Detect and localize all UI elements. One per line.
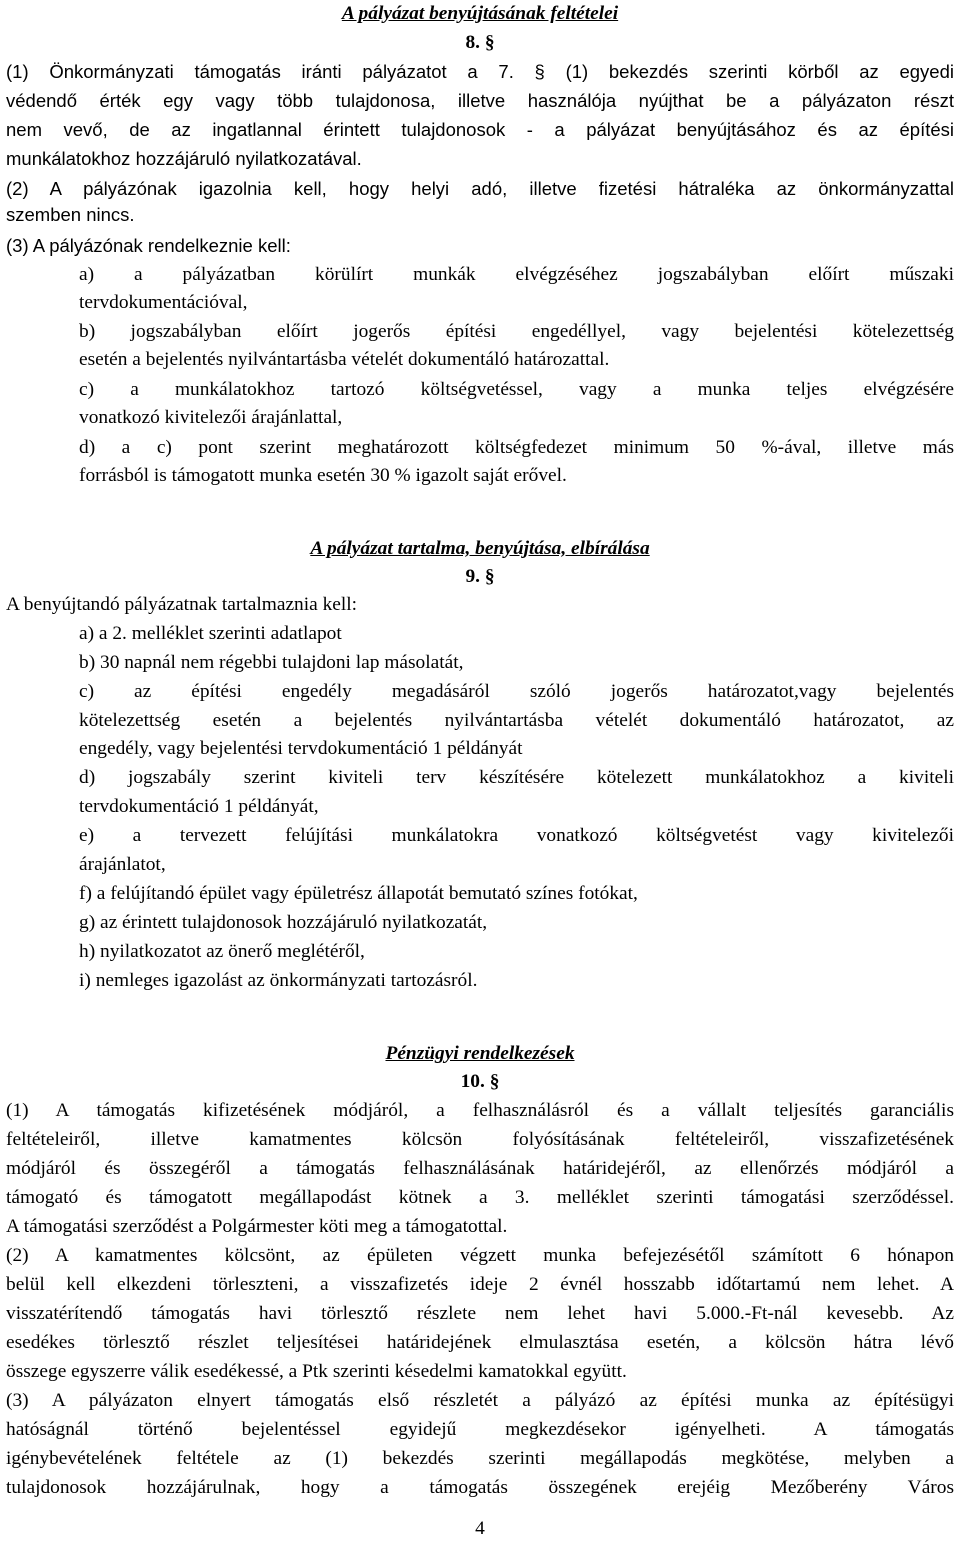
paragraph-line: munkálatokhoz hozzájáruló nyilatkozatával. xyxy=(6,148,362,169)
paragraph-line: hatóságnál történő bejelentéssel egyidejű megkezdésekor igényelheti. A támogatás xyxy=(6,1419,954,1440)
paragraph-line: összege egyszerre válik esedékessé, a Ptk szerinti késedelmi kamatokkal együtt. xyxy=(6,1361,627,1382)
list-item: i) nemleges igazolást az önkormányzati tartozásról. xyxy=(79,970,478,991)
list-item: e) a tervezett felújítási munkálatokra vonatkozó költségvetést vagy kivitelezői xyxy=(79,825,954,846)
paragraph-line: nem vevő, de az ingatlannal érintett tulajdonosok - a pályázat benyújtásához és az építési xyxy=(6,119,954,140)
section-10-number: 10. § xyxy=(460,1071,500,1092)
list-item: engedély, vagy bejelentési tervdokumentáció 1 példányát xyxy=(79,738,523,759)
paragraph-line: esedékes törlesztő részlet teljesítései határidejének elmulasztása esetén, a kölcsön hátra lévő xyxy=(6,1332,954,1353)
list-item: g) az érintett tulajdonosok hozzájáruló nyilatkozatát, xyxy=(79,912,488,933)
section-9-number: 9. § xyxy=(465,566,495,587)
list-item: c) az építési engedély megadásáról szóló jogerős határozatot,vagy bejelentés xyxy=(79,681,954,702)
paragraph-line: (3) A pályázónak rendelkeznie kell: xyxy=(6,235,291,256)
paragraph-line: támogató és támogatott megállapodást kötnek a 3. melléklet szerinti támogatási szerződéssel. xyxy=(6,1187,954,1208)
paragraph-line: belül kell elkezdeni törleszteni, a visszafizetés ideje 2 évnél hosszabb időtartamú nem lehet. A xyxy=(6,1274,954,1295)
paragraph-line: visszatérítendő támogatás havi törlesztő részlete nem lehet havi 5.000.-Ft-nál kevesebb. Az xyxy=(6,1303,954,1324)
paragraph-line: igénybevételének feltétele az (1) bekezdés szerinti megállapodás megkötése, melyben a xyxy=(6,1448,954,1469)
list-item: vonatkozó kivitelezői árajánlattal, xyxy=(79,407,343,428)
list-item: f) a felújítandó épület vagy épületrész állapotát bemutató színes fotókat, xyxy=(79,883,638,904)
paragraph-line: módjáról és összegéről a támogatás felhasználásának határidejéről, az ellenőrzés módjáról a xyxy=(6,1158,954,1179)
paragraph-line: (1) Önkormányzati támogatás iránti pályázatot a 7. § (1) bekezdés szerinti körből az egyedi xyxy=(6,61,954,82)
section-8-number: 8. § xyxy=(465,32,495,53)
list-item: árajánlatot, xyxy=(79,854,166,875)
list-item: a) a pályázatban körülírt munkák elvégzéséhez jogszabályban előírt műszaki xyxy=(79,264,954,285)
paragraph-line: tulajdonosok hozzájárulnak, hogy a támogatás összegének erejéig Mezőberény Város xyxy=(6,1477,954,1498)
page-number: 4 xyxy=(475,1518,485,1539)
paragraph-line: (2) A kamatmentes kölcsönt, az épületen végzett munka befejezésétől számított 6 hónapon xyxy=(6,1245,954,1266)
paragraph-line: szemben nincs. xyxy=(6,204,135,225)
paragraph-line: védendő érték egy vagy több tulajdonosa, illetve használója nyújthat be a pályázaton részt xyxy=(6,90,954,111)
list-item: b) 30 napnál nem régebbi tulajdoni lap másolatát, xyxy=(79,652,464,673)
list-item: d) a c) pont szerint meghatározott költségfedezet minimum 50 %-ával, illetve más xyxy=(79,437,954,458)
paragraph-line: (1) A támogatás kifizetésének módjáról, a felhasználásról és a vállalt teljesítés garanciális xyxy=(6,1100,954,1121)
paragraph-line: (3) A pályázaton elnyert támogatás első részletét a pályázó az építési munka az építésügyi xyxy=(6,1390,954,1411)
paragraph-line: feltételeiről, illetve kamatmentes kölcsön folyósításának feltételeiről, visszafizetésének xyxy=(6,1129,954,1150)
list-item: tervdokumentáció 1 példányát, xyxy=(79,796,319,817)
list-item: h) nyilatkozatot az önerő meglétéről, xyxy=(79,941,365,962)
list-item: esetén a bejelentés nyilvántartásba vételét dokumentáló határozattal. xyxy=(79,349,610,370)
list-item: d) jogszabály szerint kiviteli terv készítésére kötelezett munkálatokhoz a kiviteli xyxy=(79,767,954,788)
section-8-heading: A pályázat benyújtásának feltételei xyxy=(341,3,619,24)
paragraph-line: (2) A pályázónak igazolnia kell, hogy helyi adó, illetve fizetési hátraléka az önkormányzattal xyxy=(6,178,954,199)
list-item: kötelezettség esetén a bejelentés nyilvántartásba vételét dokumentáló határozatot, az xyxy=(79,710,954,731)
list-item: b) jogszabályban előírt jogerős építési engedéllyel, vagy bejelentési kötelezettség xyxy=(79,321,954,342)
list-item: a) a 2. melléklet szerinti adatlapot xyxy=(79,623,342,644)
list-item: tervdokumentációval, xyxy=(79,292,248,313)
section-9-heading: A pályázat tartalma, benyújtása, elbírálása xyxy=(310,538,650,559)
paragraph-line: A benyújtandó pályázatnak tartalmaznia kell: xyxy=(6,594,358,615)
section-10-heading: Pénzügyi rendelkezések xyxy=(385,1043,575,1064)
paragraph-line: A támogatási szerződést a Polgármester köti meg a támogatottal. xyxy=(6,1216,508,1237)
list-item: c) a munkálatokhoz tartozó költségvetéssel, vagy a munka teljes elvégzésére xyxy=(79,379,954,400)
list-item: forrásból is támogatott munka esetén 30 % igazolt saját erővel. xyxy=(79,465,567,486)
